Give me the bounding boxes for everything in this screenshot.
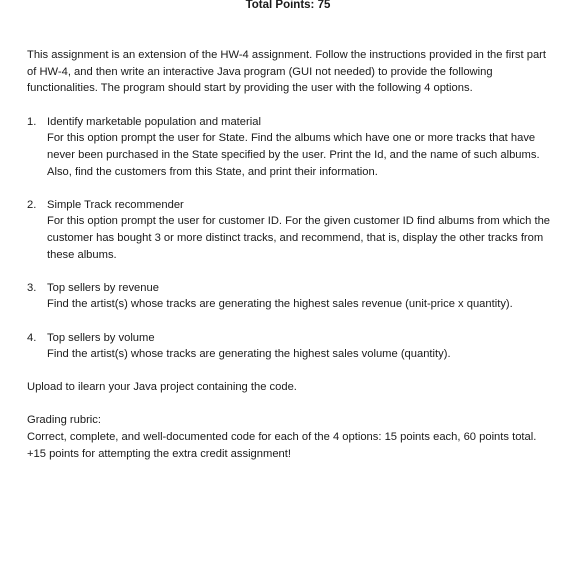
- grading-rubric: [27, 412, 557, 462]
- rubric-heading: Grading rubric:: [27, 414, 101, 427]
- option-heading: Top sellers by revenue: [47, 281, 159, 294]
- option-number: 1.: [27, 115, 37, 128]
- option-item-4: [27, 330, 557, 363]
- intro-paragraph: This assignment is an extension of the HW-4 assignment. Follow the instructions provided in the first part of HW-4, and then write an interactive Java program (GUI not needed) to provide the following functionalities. The program should start by providing the user with the following 4 options.: [27, 49, 547, 95]
- option-body: For this option prompt the user for customer ID. For the given customer ID find albums from which the customer has bought 3 or more distinct tracks, and recommend, that is, display the other tracks from these albums.: [47, 215, 551, 261]
- option-item-2: [27, 197, 557, 263]
- total-points-title: Total Points: 75: [245, 0, 331, 11]
- option-item-1: [27, 114, 557, 180]
- option-heading: Identify marketable population and material: [47, 115, 261, 128]
- assignment-content: [27, 47, 557, 462]
- option-body: Find the artist(s) whose tracks are generating the highest sales volume (quantity).: [47, 348, 451, 361]
- upload-instruction: Upload to ilearn your Java project containing the code.: [27, 381, 297, 394]
- rubric-line-2: +15 points for attempting the extra credit assignment!: [27, 447, 291, 460]
- option-body: For this option prompt the user for State. Find the albums which have one or more tracks that have never been purchased in the State specified by the user. Print the Id, and the name of such albums. Also, find the customers from this State, and print their information.: [47, 132, 540, 178]
- option-item-3: [27, 280, 557, 313]
- options-list: [27, 114, 557, 363]
- option-number: 4.: [27, 331, 37, 344]
- option-number: 2.: [27, 198, 37, 211]
- option-heading: Top sellers by volume: [47, 331, 155, 344]
- option-heading: Simple Track recommender: [47, 198, 184, 211]
- option-body: Find the artist(s) whose tracks are generating the highest sales revenue (unit-price x quantity).: [47, 298, 513, 311]
- rubric-line-1: Correct, complete, and well-documented code for each of the 4 options: 15 points each, 60 points total.: [27, 431, 537, 444]
- option-number: 3.: [27, 281, 37, 294]
